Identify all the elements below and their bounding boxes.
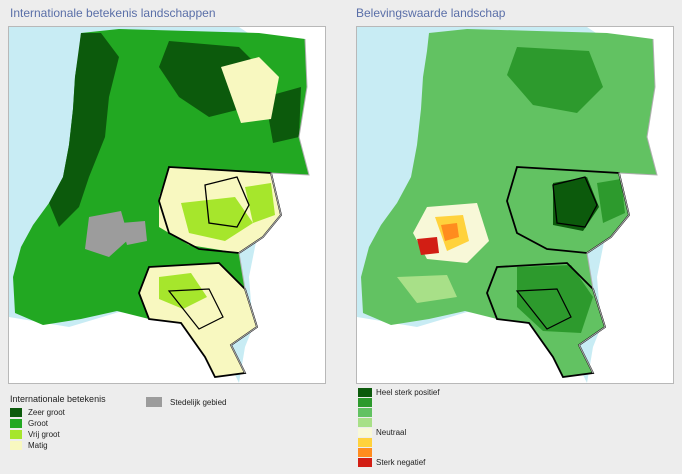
ramp-swatch-6 (358, 438, 372, 447)
experience-value-map (357, 27, 673, 383)
ramp-label-neutraal: Neutraal (376, 428, 407, 437)
swatch-vrij-groot (10, 430, 22, 439)
left-legend (10, 394, 330, 470)
ramp-swatch-8 (358, 458, 372, 467)
swatch-stedelijk (146, 397, 162, 407)
legend-title: Internationale betekenis (10, 394, 106, 404)
ramp-swatch-3 (358, 408, 372, 417)
left-map-panel (0, 0, 338, 474)
swatch-matig (10, 441, 22, 450)
ramp-swatch-7 (358, 448, 372, 457)
right-map-frame (356, 26, 674, 384)
swatch-zeer-groot (10, 408, 22, 417)
legend-label-stedelijk: Stedelijk gebied (170, 398, 227, 407)
ramp-swatch-1 (358, 388, 372, 397)
legend-label-matig: Matig (28, 441, 48, 450)
ramp-swatch-2 (358, 398, 372, 407)
legend-label-zeer-groot: Zeer groot (28, 408, 65, 417)
right-map-title: Belevingswaarde landschap (356, 6, 506, 20)
ramp-swatch-4 (358, 418, 372, 427)
swatch-groot (10, 419, 22, 428)
international-significance-map (9, 27, 325, 383)
left-map-frame (8, 26, 326, 384)
right-legend (358, 388, 518, 472)
legend-label-groot: Groot (28, 419, 49, 428)
left-map-title: Internationale betekenis landschappen (10, 6, 216, 20)
ramp-label-sterk-negatief: Sterk negatief (376, 458, 426, 467)
ramp-label-heel-sterk-positief: Heel sterk positief (376, 388, 440, 397)
ramp-swatch-5 (358, 428, 372, 437)
right-map-panel (346, 0, 682, 474)
legend-label-vrij-groot: Vrij groot (28, 430, 60, 439)
